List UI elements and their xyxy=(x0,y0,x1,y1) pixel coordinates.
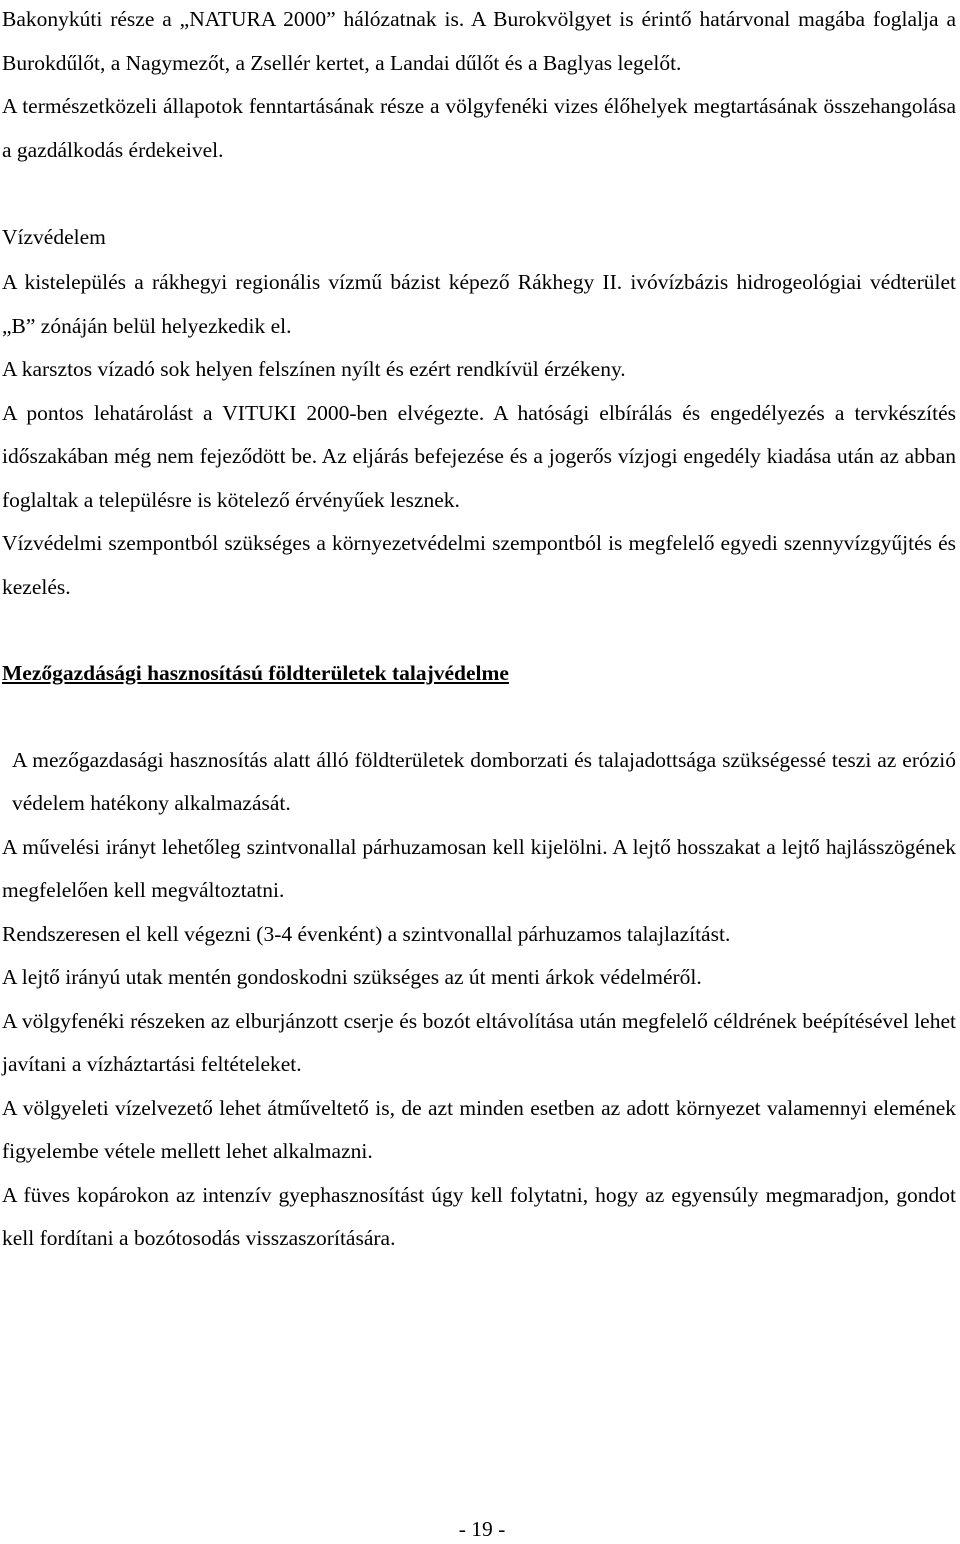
paragraph-valley-drain: A völgyeleti vízelvezető lehet átműveltető is, de azt minden esetben az adott környezet valamennyi elemének figyelembe vétele mellett lehet alkalmazni. xyxy=(2,1095,956,1163)
paragraph-grassland: A füves kopárokon az intenzív gyephasznosítást úgy kell folytatni, hogy az egyensúly megmaradjon, gondot kell fordítani a bozótosodás visszaszorítására. xyxy=(2,1182,956,1250)
paragraph-soil-loosening: Rendszeresen el kell végezni (3-4 évenként) a szintvonallal párhuzamos talajlazítást. xyxy=(2,921,731,946)
section-heading-water-protection: Vízvédelem xyxy=(2,224,106,249)
paragraph-nature-conservation: A természetközeli állapotok fenntartásának része a völgyfenéki vizes élőhelyek megtartásának összehangolása a gazdálkodás érdekeivel. xyxy=(2,94,956,162)
spacer xyxy=(2,172,956,216)
paragraph-natura: Bakonykúti része a „NATURA 2000” hálózatnak is. A Burokvölgyet is érintő határvonal magába foglalja a Burokdűlőt, a Nagymezőt, a Zsellér kertet, a Landai dűlőt és a Baglyas legelőt. xyxy=(2,7,956,75)
paragraph-ditch-protection: A lejtő irányú utak mentén gondoskodni szükséges az út menti árkok védelméről. xyxy=(2,965,702,989)
document-body xyxy=(2,0,956,1261)
paragraph-erosion: A mezőgazdasági hasznosítás alatt álló földterületek domborzati és talajadottsága szükségessé teszi az erózió védelem hatékony alkalmazását. xyxy=(12,747,956,815)
page-number: - 19 - xyxy=(458,1517,506,1541)
paragraph-drainage: A völgyfenéki részeken az elburjánzott cserje és bozót eltávolítása után megfelelő céldrének beépítésével lehet javítani a vízháztartási feltételeket. xyxy=(2,1008,956,1076)
paragraph-cultivation-direction: A művelési irányt lehetőleg szintvonallal párhuzamosan kell kijelölni. A lejtő hosszakat a lejtő hajlásszögének megfelelően kell megváltoztatni. xyxy=(2,834,956,902)
spacer xyxy=(2,609,956,652)
paragraph-vituki: A pontos lehatárolást a VITUKI 2000-ben elvégezte. A hatósági elbírálás és engedélyezés a tervkészítés időszakában még nem fejeződött be. Az eljárás befejezése és a jogerős vízjogi engedély kiadása után az abban foglaltak a településre is kötelező érvényűek lesznek. xyxy=(2,400,956,512)
section-heading-soil-protection: Mezőgazdásági hasznosítású földterületek talajvédelme xyxy=(2,661,509,685)
paragraph-karst-aquifer: A karsztos vízadó sok helyen felszínen nyílt és ezért rendkívül érzékeny. xyxy=(2,357,626,381)
paragraph-water-base: A kistelepülés a rákhegyi regionális vízmű bázist képező Rákhegy II. ivóvízbázis hidrogeológiai védterület „B” zónáján belül helyezkedik el. xyxy=(2,270,956,338)
paragraph-sewage: Vízvédelmi szempontból szükséges a környezetvédelmi szempontból is megfelelő egyedi szennyvízgyűjtés és kezelés. xyxy=(2,531,956,599)
spacer xyxy=(2,696,956,739)
